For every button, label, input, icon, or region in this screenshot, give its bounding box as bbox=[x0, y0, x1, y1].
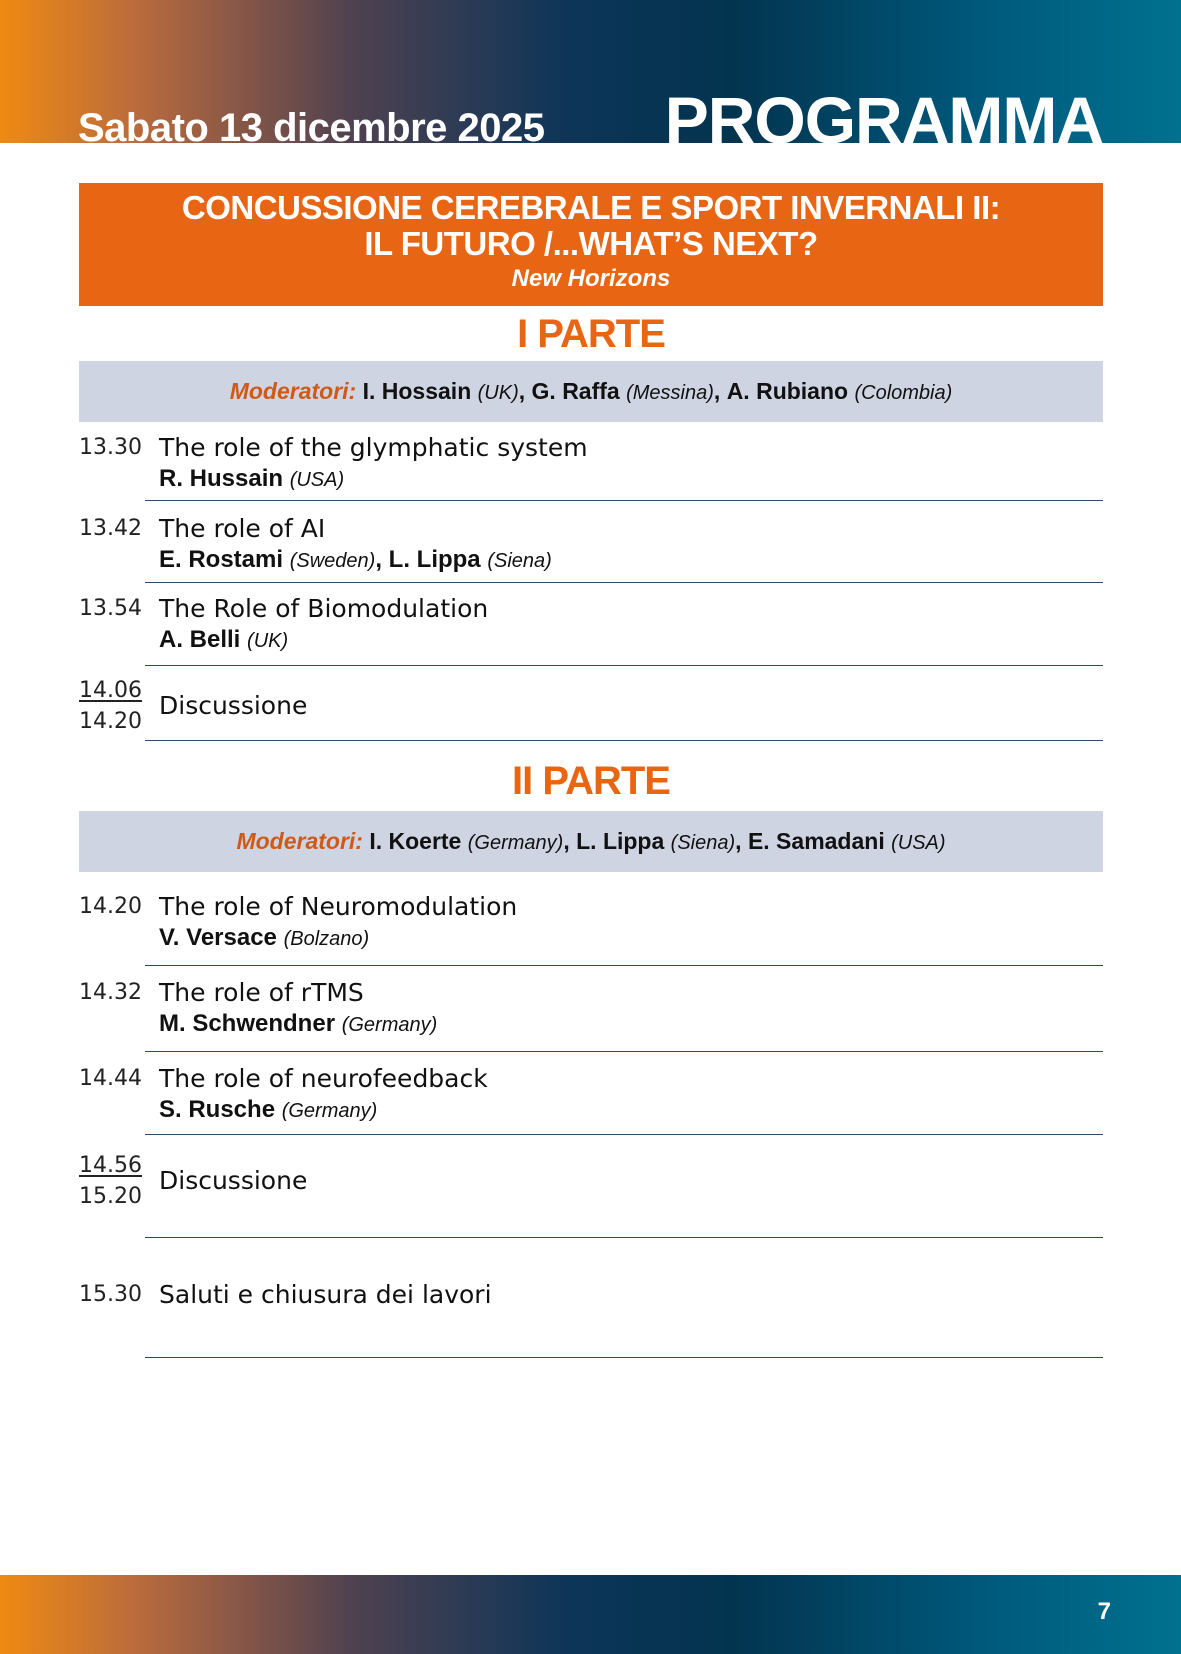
row-divider bbox=[145, 1237, 1103, 1238]
time-end: 15.20 bbox=[79, 1184, 142, 1209]
part-2-title: II PARTE bbox=[512, 759, 670, 803]
talk-speakers: E. Rostami (Sweden), L. Lippa (Siena) bbox=[159, 546, 552, 573]
moderator-place: (Siena) bbox=[670, 832, 736, 854]
time-end: 14.20 bbox=[79, 709, 142, 734]
header-band bbox=[0, 0, 1181, 143]
discussion-row bbox=[79, 675, 1103, 741]
discussion-time bbox=[79, 675, 141, 737]
speaker-name: S. Rusche bbox=[159, 1096, 276, 1123]
row-divider bbox=[145, 582, 1103, 583]
speaker-place: (Siena) bbox=[487, 550, 552, 572]
program-row bbox=[79, 513, 1103, 583]
discussion-label: Discussione bbox=[159, 691, 308, 720]
talk-time: 13.42 bbox=[79, 516, 142, 541]
discussion-time bbox=[79, 1150, 141, 1212]
closing-label: Saluti e chiusura dei lavori bbox=[159, 1280, 492, 1309]
row-divider bbox=[145, 740, 1103, 741]
speaker-place: (UK) bbox=[247, 630, 289, 652]
row-divider bbox=[145, 1134, 1103, 1135]
speaker-place: (USA) bbox=[289, 469, 345, 491]
talk-topic: The role of the glymphatic system bbox=[159, 433, 588, 462]
row-divider bbox=[145, 965, 1103, 966]
moderators-label: Moderatori: bbox=[236, 828, 363, 854]
talk-topic: The role of AI bbox=[159, 514, 326, 543]
talk-speakers bbox=[159, 463, 344, 496]
time-start: 14.06 bbox=[79, 678, 142, 703]
part-1-title: I PARTE bbox=[517, 312, 665, 356]
moderator-name: I. Koerte bbox=[369, 828, 462, 854]
talk-topic: The role of neurofeedback bbox=[159, 1064, 488, 1093]
page-number: 7 bbox=[1097, 1598, 1111, 1625]
program-row bbox=[79, 891, 1103, 966]
closing-row bbox=[79, 1279, 1103, 1358]
moderator-place: (Messina) bbox=[626, 382, 714, 404]
moderator-name: A. Rubiano bbox=[726, 378, 849, 404]
discussion-label: Discussione bbox=[159, 1166, 308, 1195]
date-heading: Sabato 13 dicembre 2025 bbox=[78, 106, 545, 143]
session-title-line-1: CONCUSSIONE CEREBRALE E SPORT INVERNALI II: bbox=[181, 189, 1001, 226]
speaker-name: E. Rostami bbox=[159, 546, 284, 573]
row-divider bbox=[145, 1357, 1103, 1358]
talk-time: 14.20 bbox=[79, 894, 142, 919]
talk-speakers bbox=[159, 624, 288, 657]
talk-topic: The role of Neuromodulation bbox=[159, 892, 518, 921]
moderator-place: (Colombia) bbox=[854, 382, 953, 404]
talk-speakers bbox=[159, 1094, 377, 1127]
discussion-row bbox=[79, 1150, 1103, 1238]
moderator-name: G. Raffa bbox=[531, 378, 620, 404]
speaker-place: (Germany) bbox=[281, 1100, 378, 1122]
talk-speakers bbox=[159, 1008, 437, 1041]
speaker-place: (Sweden) bbox=[289, 550, 376, 572]
program-row bbox=[79, 1063, 1103, 1135]
program-row bbox=[79, 593, 1103, 666]
speaker-name: A. Belli bbox=[159, 626, 241, 653]
moderator-name: E. Samadani bbox=[747, 828, 885, 854]
time-start: 14.56 bbox=[79, 1153, 142, 1178]
part-2-moderators: Moderatori: I. Koerte (Germany), L. Lippa (Siena), E. Samadani (USA) bbox=[79, 811, 1103, 872]
program-row bbox=[79, 432, 1103, 501]
program-row bbox=[79, 977, 1103, 1052]
row-divider bbox=[145, 1051, 1103, 1052]
talk-time: 13.30 bbox=[79, 435, 142, 460]
moderators-label: Moderatori: bbox=[229, 378, 357, 404]
talk-time: 13.54 bbox=[79, 596, 142, 621]
speaker-place: (Germany) bbox=[341, 1014, 438, 1036]
speaker-place: (Bolzano) bbox=[283, 928, 370, 950]
talk-topic: The Role of Biomodulation bbox=[159, 594, 489, 623]
session-subtitle: New Horizons bbox=[511, 265, 671, 292]
moderator-place: (Germany) bbox=[467, 832, 564, 854]
moderator-name: I. Hossain bbox=[362, 378, 472, 404]
speaker-name: R. Hussain bbox=[159, 465, 284, 492]
footer-band bbox=[0, 1575, 1181, 1654]
talk-speakers bbox=[159, 922, 369, 955]
session-title-box bbox=[79, 183, 1103, 306]
closing-time: 15.30 bbox=[79, 1282, 142, 1307]
talk-topic: The role of rTMS bbox=[159, 978, 364, 1007]
row-divider bbox=[145, 665, 1103, 666]
session-title-line-2: IL FUTURO /...WHAT’S NEXT? bbox=[364, 225, 818, 262]
program-heading: PROGRAMMA bbox=[664, 83, 1103, 143]
speaker-name: V. Versace bbox=[159, 924, 277, 951]
moderator-place: (UK) bbox=[477, 382, 519, 404]
speaker-name: L. Lippa bbox=[388, 546, 481, 573]
row-divider bbox=[145, 500, 1103, 501]
part-1-moderators: Moderatori: I. Hossain (UK), G. Raffa (Messina), A. Rubiano (Colombia) bbox=[79, 361, 1103, 422]
talk-time: 14.44 bbox=[79, 1066, 142, 1091]
speaker-name: M. Schwendner bbox=[159, 1010, 336, 1037]
moderator-place: (USA) bbox=[891, 832, 946, 854]
moderator-name: L. Lippa bbox=[576, 828, 665, 854]
talk-time: 14.32 bbox=[79, 980, 142, 1005]
